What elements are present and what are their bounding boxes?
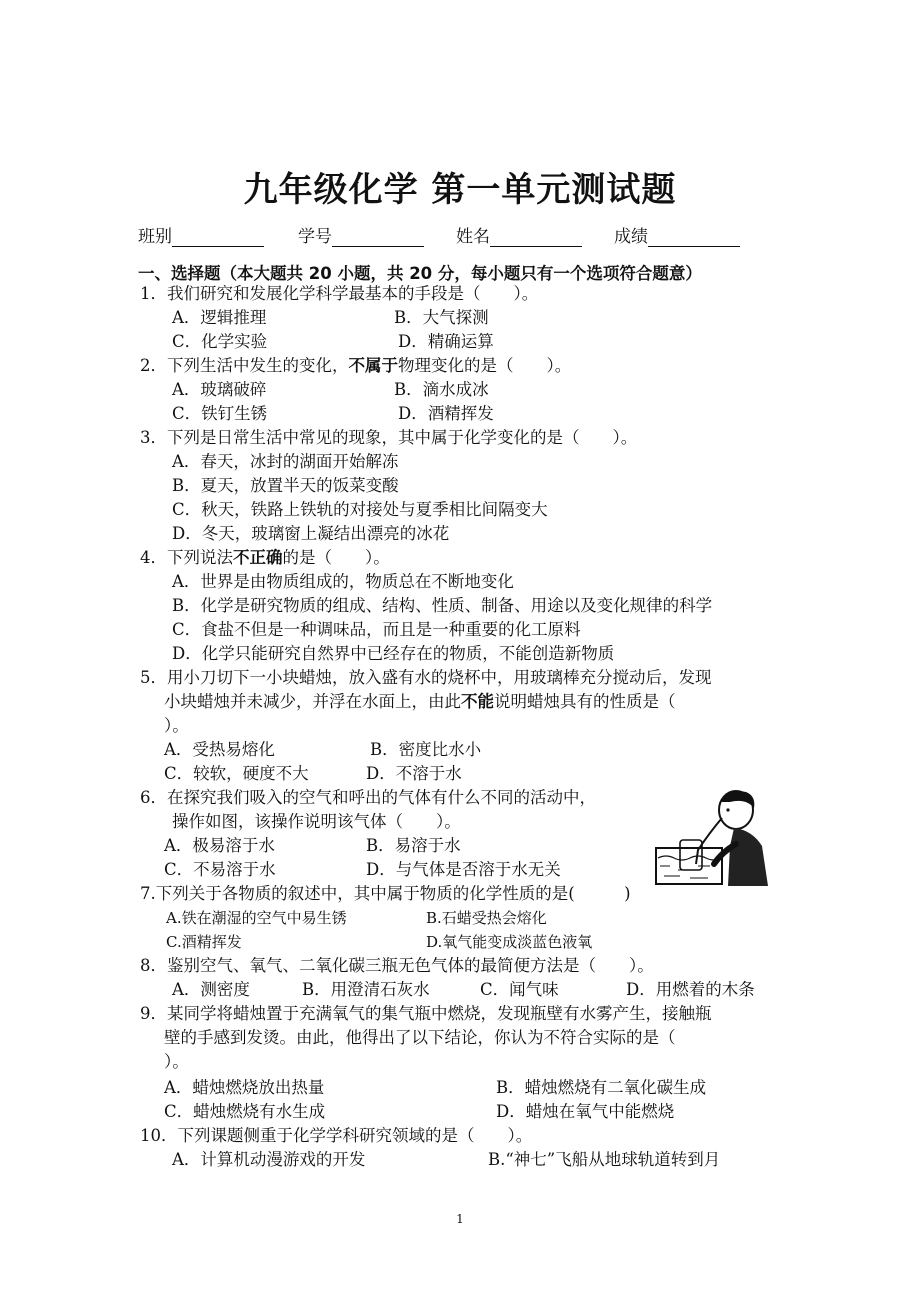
q9-option-a: A．蜡烛燃烧放出热量: [164, 1078, 325, 1097]
q6-option-c: C．不易溶于水: [164, 860, 276, 879]
question-5-line-1: 5．用小刀切下一小块蜡烛，放入盛有水的烧杯中，用玻璃棒充分搅动后，发现: [140, 668, 712, 687]
q5-option-b: B．密度比水小: [370, 740, 482, 759]
question-1: 1．我们研究和发展化学科学最基本的手段是（ ）。: [140, 284, 539, 303]
student-id-field: [298, 222, 424, 247]
question-6-line-1: 6．在探究我们吸入的空气和呼出的气体有什么不同的活动中，: [140, 788, 596, 807]
class-field: [138, 222, 264, 247]
score-field: [614, 222, 740, 247]
student-id-blank: [332, 230, 424, 247]
q8-option-c: C．闻气味: [480, 980, 559, 999]
q1-option-d: D．精确运算: [398, 332, 494, 351]
q2-option-b: B．滴水成冰: [394, 380, 489, 399]
question-4: 4．下列说法不正确的是（ ）。: [140, 548, 390, 567]
q2-option-d: D．酒精挥发: [398, 404, 494, 423]
question-5-line-3: ）。: [164, 716, 189, 735]
q3-option-b: B．夏天，放置半天的饭菜变酸: [172, 476, 399, 495]
q9-option-b: B．蜡烛燃烧有二氧化碳生成: [496, 1078, 707, 1097]
page-title: 九年级化学 第一单元测试题: [243, 170, 677, 210]
class-blank: [172, 230, 264, 247]
q7-option-b: B.石蜡受热会熔化: [426, 909, 547, 927]
q7-option-d: D.氧气能变成淡蓝色液氧: [426, 933, 593, 951]
page-number: 1: [456, 1212, 464, 1226]
q3-option-a: A．春天，冰封的湖面开始解冻: [172, 452, 399, 471]
q5-option-d: D．不溶于水: [366, 764, 462, 783]
section-heading: 一、选择题（本大题共 20 小题，共 20 分，每小题只有一个选项符合题意）: [138, 264, 702, 283]
q8-option-b: B．用澄清石灰水: [302, 980, 430, 999]
q3-option-c: C．秋天，铁路上铁轨的对接处与夏季相比间隔变大: [172, 500, 548, 519]
question-7: 7.下列关于各物质的叙述中，其中属于物质的化学性质的是( ): [140, 884, 631, 903]
name-blank: [490, 230, 582, 247]
q10-option-a: A．计算机动漫游戏的开发: [172, 1150, 366, 1169]
q4-emphasis: 不正确: [233, 548, 283, 567]
q9-option-c: C．蜡烛燃烧有水生成: [164, 1102, 326, 1121]
q8-option-a: A．测密度: [172, 980, 250, 999]
q5-option-a: A．受热易熔化: [164, 740, 275, 759]
q6-option-a: A．极易溶于水: [164, 836, 275, 855]
q7-option-a: A.铁在潮湿的空气中易生锈: [166, 909, 347, 927]
q6-option-b: B．易溶于水: [366, 836, 461, 855]
q3-option-d: D．冬天，玻璃窗上凝结出漂亮的冰花: [172, 524, 450, 543]
q4-option-d: D．化学只能研究自然界中已经存在的物质，不能创造新物质: [172, 644, 615, 663]
q9-option-d: D．蜡烛在氧气中能燃烧: [496, 1102, 675, 1121]
question-3: 3．下列是日常生活中常见的现象，其中属于化学变化的是（ ）。: [140, 428, 638, 447]
q7-option-c: C.酒精挥发: [166, 933, 242, 951]
person-blowing-tube-icon: [650, 786, 778, 894]
q1-option-b: B．大气探测: [394, 308, 489, 327]
q2-option-a: A．玻璃破碎: [172, 380, 267, 399]
question-9-line-2: 壁的手感到发烫。由此，他得出了以下结论，你认为不符合实际的是（: [164, 1028, 676, 1047]
q6-option-d: D．与气体是否溶于水无关: [366, 860, 561, 879]
question-5-line-2: 小块蜡烛并未减少，并浮在水面上，由此不能说明蜡烛具有的性质是（: [164, 692, 676, 711]
q8-option-d: D．用燃着的木条: [626, 980, 755, 999]
experiment-illustration: [650, 786, 778, 894]
student-id-label: 学号: [298, 227, 332, 247]
score-blank: [648, 230, 740, 247]
q4-option-a: A．世界是由物质组成的，物质总在不断地变化: [172, 572, 514, 591]
q2-option-c: C．铁钉生锈: [172, 404, 268, 423]
class-label: 班别: [138, 227, 172, 247]
question-6-line-2: 操作如图，该操作说明该气体（ ）。: [172, 812, 461, 831]
q5-option-c: C．较软，硬度不大: [164, 764, 309, 783]
question-2: 2．下列生活中发生的变化，不属于物理变化的是（ ）。: [140, 356, 572, 375]
q1-option-c: C．化学实验: [172, 332, 268, 351]
name-label: 姓名: [456, 227, 490, 247]
question-9-line-3: ）。: [164, 1052, 189, 1071]
q4-option-c: C．食盐不但是一种调味品，而且是一种重要的化工原料: [172, 620, 581, 639]
question-9-line-1: 9．某同学将蜡烛置于充满氧气的集气瓶中燃烧，发现瓶壁有水雾产生，接触瓶: [140, 1004, 712, 1023]
q10-option-b: B.“神七”飞船从地球轨道转到月: [488, 1150, 721, 1169]
q2-emphasis: 不属于: [348, 356, 398, 375]
question-10: 10．下列课题侧重于化学学科研究领域的是（ ）。: [140, 1126, 533, 1145]
q5-emphasis: 不能: [461, 692, 494, 711]
q4-option-b: B．化学是研究物质的组成、结构、性质、制备、用途以及变化规律的科学: [172, 596, 713, 615]
question-8: 8．鉴别空气、氧气、二氧化碳三瓶无色气体的最简便方法是（ ）。: [140, 956, 654, 975]
q1-option-a: A．逻辑推理: [172, 308, 267, 327]
name-field: [456, 222, 582, 247]
score-label: 成绩: [614, 227, 648, 247]
